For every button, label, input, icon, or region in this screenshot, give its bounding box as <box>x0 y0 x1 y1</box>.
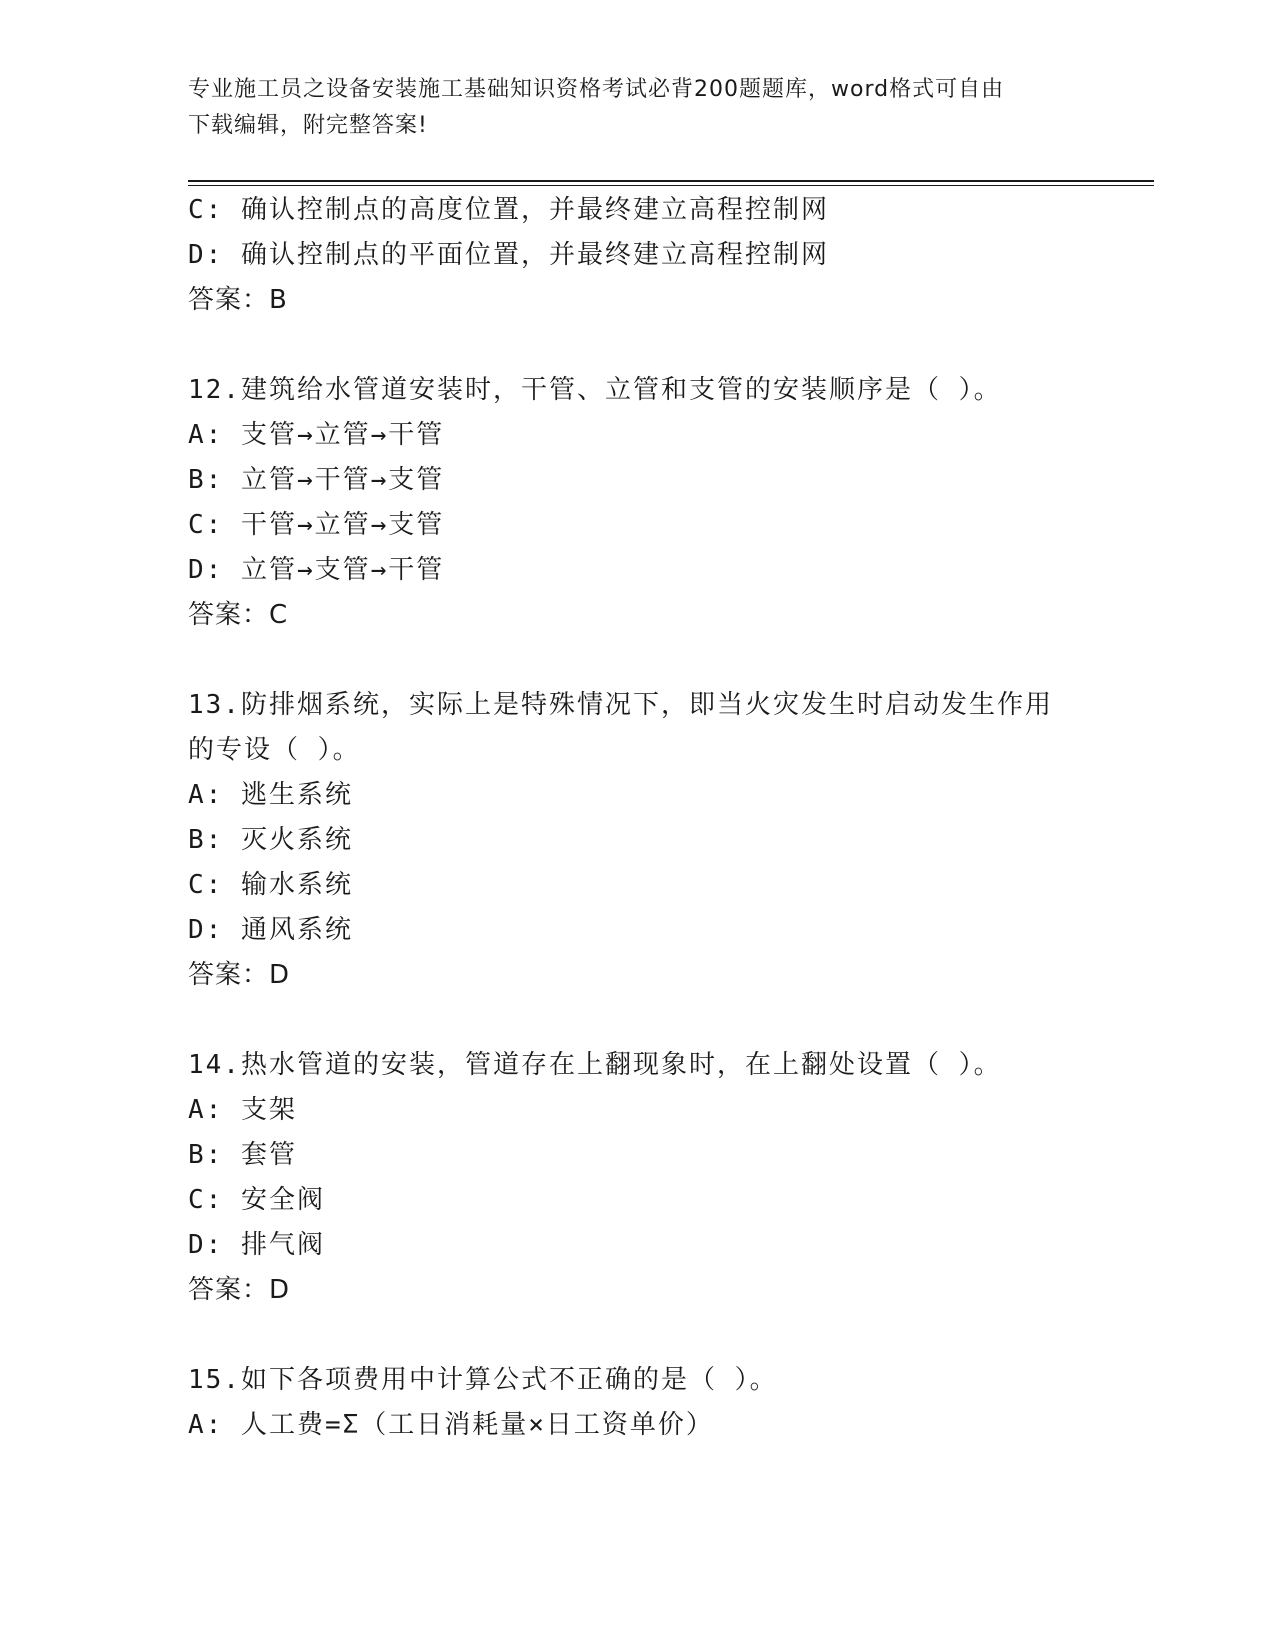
question-15 <box>188 1358 1154 1448</box>
answer-line: 答案：D <box>188 960 291 990</box>
answer-line: 答案：D <box>188 1275 291 1305</box>
option-d: D: 排气阀 <box>188 1230 325 1260</box>
spacer <box>188 638 1154 683</box>
option-c: C: 确认控制点的高度位置，并最终建立高程控制网 <box>188 195 829 225</box>
option-b: B: 立管→干管→支管 <box>188 465 445 495</box>
spacer <box>188 323 1154 368</box>
question-14 <box>188 1043 1154 1313</box>
option-c: C: 输水系统 <box>188 870 353 900</box>
answer-line: 答案：C <box>188 600 289 630</box>
question-text-line2: 的专设（ ）。 <box>188 735 361 765</box>
option-b: B: 套管 <box>188 1140 297 1170</box>
question-13 <box>188 683 1154 998</box>
question-11-tail <box>188 188 1154 323</box>
question-text: 14.热水管道的安装，管道存在上翻现象时，在上翻处设置（ ）。 <box>188 1050 1002 1080</box>
header-divider-thin <box>188 185 1154 186</box>
option-c: C: 安全阀 <box>188 1185 325 1215</box>
spacer <box>188 1313 1154 1358</box>
option-a: A: 人工费=Σ（工日消耗量×日工资单价） <box>188 1410 714 1440</box>
question-text: 15.如下各项费用中计算公式不正确的是（ ）。 <box>188 1365 778 1395</box>
option-a: A: 逃生系统 <box>188 780 353 810</box>
option-b: B: 灭火系统 <box>188 825 353 855</box>
question-text-line1: 13.防排烟系统，实际上是特殊情况下，即当火灾发生时启动发生作用 <box>188 690 1053 720</box>
document-header <box>188 72 1088 144</box>
header-title-line1: 专业施工员之设备安装施工基础知识资格考试必背200题题库，word格式可自由 <box>188 77 1005 102</box>
question-list <box>188 188 1154 1448</box>
option-d: D: 确认控制点的平面位置，并最终建立高程控制网 <box>188 240 829 270</box>
option-d: D: 立管→支管→干管 <box>188 555 445 585</box>
header-divider-thick <box>188 180 1154 182</box>
question-text: 12.建筑给水管道安装时，干管、立管和支管的安装顺序是（ ）。 <box>188 375 1002 405</box>
header-title-line2: 下载编辑，附完整答案! <box>188 113 428 138</box>
question-12 <box>188 368 1154 638</box>
spacer <box>188 998 1154 1043</box>
answer-line: 答案：B <box>188 285 288 315</box>
option-a: A: 支架 <box>188 1095 297 1125</box>
option-d: D: 通风系统 <box>188 915 353 945</box>
option-c: C: 干管→立管→支管 <box>188 510 445 540</box>
option-a: A: 支管→立管→干管 <box>188 420 445 450</box>
